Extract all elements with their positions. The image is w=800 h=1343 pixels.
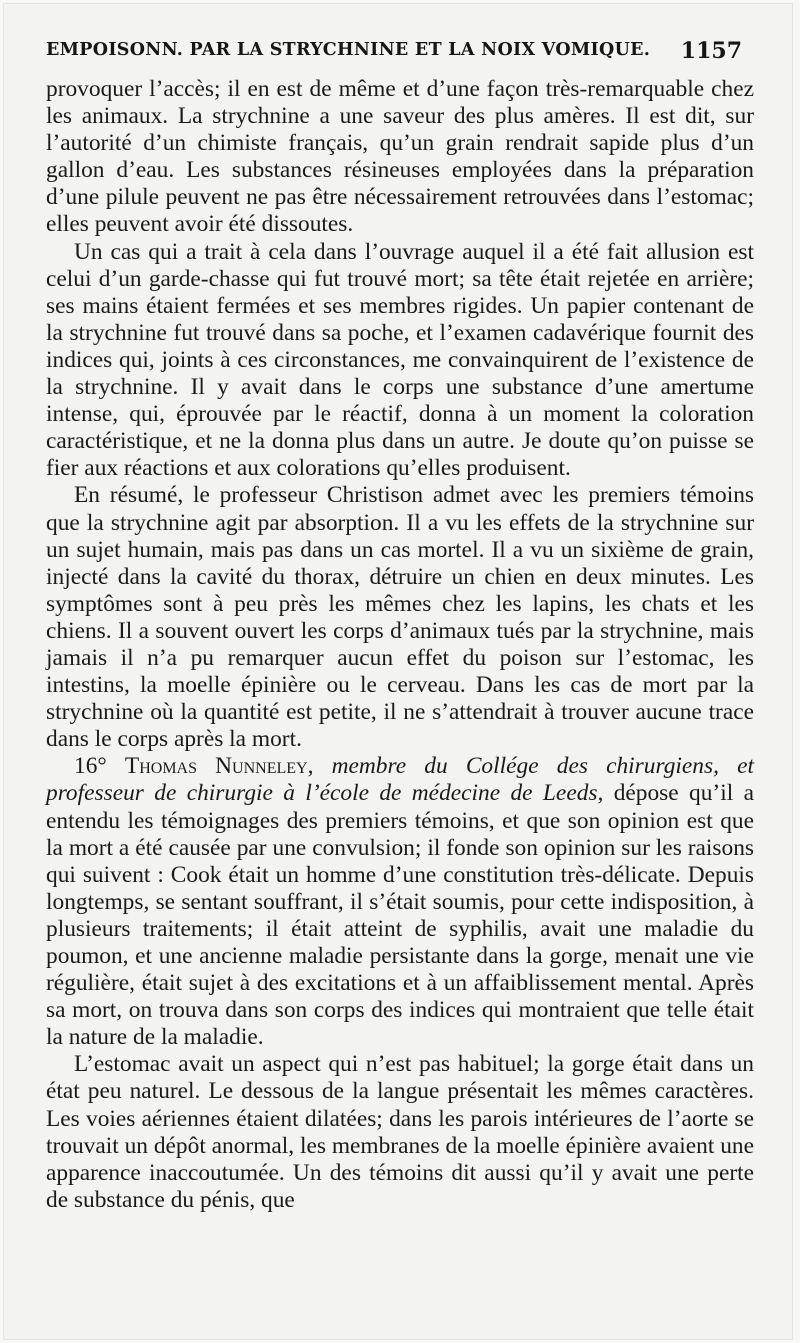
paragraph: L’estomac avait un aspect qui n’est pas habituel; la gorge était dans un état peu naturel. Le dessous de la langue présentait les mêmes caractères. Les voies aériennes étaient dilatées; dans les parois intérieures de l’aorte se trouvait un dépôt anormal, les membranes de la moelle épinière avaient une apparence inaccoutumée. Un des témoins dit aussi qu’il y avait une perte de substance du pénis, que xyxy=(46,1051,754,1213)
paragraph: En résumé, le professeur Christison admet avec les premiers témoins que la strychnine agit par absorption. Il a vu les effets de la strychnine sur un sujet humain, mais pas dans un cas mortel. Il a vu un sixième de grain, injecté dans la cavité du thorax, détruire un chien en deux minutes. Les symptômes sont à peu près les mêmes chez les lapins, les chats et les chiens. Il a souvent ouvert les corps d’animaux tués par la strychnine, mais jamais il n’a pu remarquer aucun effet du poison sur l’estomac, les intestins, la moelle épinière ou le cerveau. Dans les cas de mort par la strychnine où la quantité est petite, il ne s’attendrait à trouver aucune trace dans le corps après la mort. xyxy=(46,482,754,753)
running-title: EMPOISONN. PAR LA STRYCHNINE ET LA NOIX VOMIQUE. xyxy=(46,40,651,60)
witness-title: membre du Collége des chirurgiens, et professeur de chirurgie à l’école de médecine de Leeds, xyxy=(46,753,754,807)
witness-testimony: dépose qu’il a entendu les témoignages des premiers témoins, et que son opinion est que la mort a été causée par une convulsion; il fonde son opinion sur les raisons qui suivent : Cook était un homme d’une constitution très-délicate. Depuis longtemps, se sentant souffrant, il s’était soumis, pour cette indisposition, à plusieurs traitements; il était atteint de syphilis, avait une maladie du poumon, et une ancienne maladie persistante dans la gorge, menait une vie régulière, était sujet à des excitations et à un affaiblissement mental. Après sa mort, on trouva dans son corps des indices qui montraient que telle était la nature de la maladie. xyxy=(46,780,754,1051)
witness-name: Thomas Nunneley, xyxy=(124,753,314,780)
page-number: 1157 xyxy=(680,38,742,64)
body-text xyxy=(46,76,754,1214)
page-header xyxy=(46,40,742,70)
paragraph: Un cas qui a trait à cela dans l’ouvrage auquel il a été fait allusion est celui d’un garde-chasse qui fut trouvé mort; sa tête était rejetée en arrière; ses mains étaient fermées et ses membres rigides. Un papier contenant de la strychnine fut trouvé dans sa poche, et l’examen cadavérique fournit des indices qui, joints à ces circonstances, me convainquirent de l’existence de la strychnine. Il y avait dans le corps une substance d’une amertume intense, qui, éprouvée par le réactif, donna à un moment la coloration caractéristique, et ne la donna plus dans un autre. Je doute qu’on puisse se fier aux réactions et aux colorations qu’elles produisent. xyxy=(46,238,754,482)
paragraph: provoquer l’accès; il en est de même et d’une façon très-remarquable chez les animaux. La strychnine a une saveur des plus amères. Il est dit, sur l’autorité d’un chimiste français, qu’un grain rendrait sapide plus d’un gallon d’eau. Les substances résineuses employées dans la préparation d’une pilule peuvent ne pas être nécessairement retrouvées dans l’estomac; elles peuvent avoir été dissoutes. xyxy=(46,76,754,238)
witness-number: 16° xyxy=(74,753,107,780)
paragraph-witness-16 xyxy=(46,753,754,1051)
